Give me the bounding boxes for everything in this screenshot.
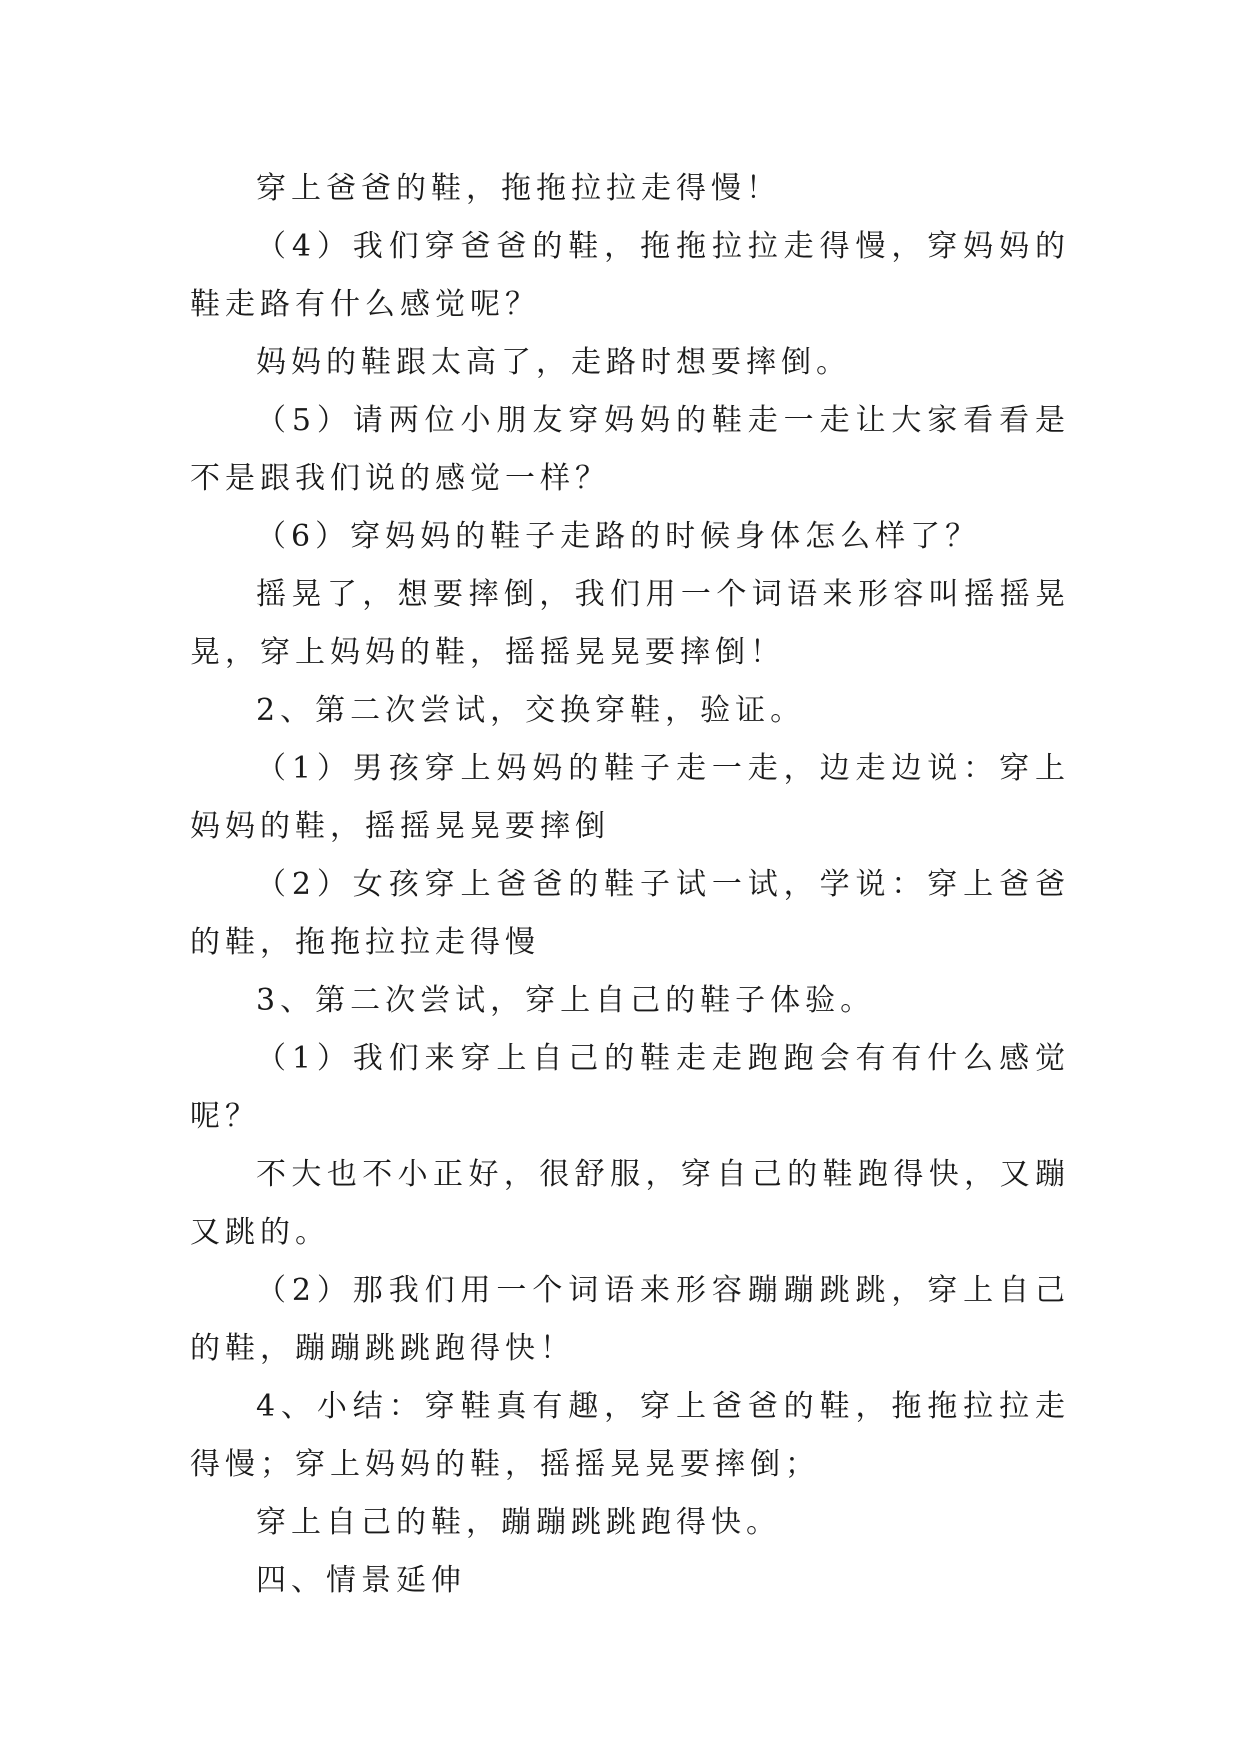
paragraph-10: 3、第二次尝试，穿上自己的鞋子体验。 bbox=[256, 983, 876, 1018]
paragraph-9: （2）女孩穿上爸爸的鞋子试一试，学说：穿上爸爸的鞋，拖拖拉拉走得慢 bbox=[190, 867, 1070, 960]
paragraph-15: 穿上自己的鞋，蹦蹦跳跳跑得快。 bbox=[256, 1505, 781, 1540]
paragraph-7: 2、第二次尝试，交换穿鞋，验证。 bbox=[256, 693, 806, 728]
paragraph-13: （2）那我们用一个词语来形容蹦蹦跳跳，穿上自己的鞋，蹦蹦跳跳跑得快！ bbox=[190, 1273, 1070, 1366]
paragraph-3: 妈妈的鞋跟太高了，走路时想要摔倒。 bbox=[256, 345, 851, 380]
paragraph-11: （1）我们来穿上自己的鞋走走跑跑会有有什么感觉呢？ bbox=[190, 1041, 1070, 1134]
paragraph-12: 不大也不小正好，很舒服，穿自己的鞋跑得快，又蹦又跳的。 bbox=[190, 1157, 1070, 1250]
paragraph-6: 摇晃了，想要摔倒，我们用一个词语来形容叫摇摇晃晃，穿上妈妈的鞋，摇摇晃晃要摔倒！ bbox=[190, 577, 1070, 670]
paragraph-2: （4）我们穿爸爸的鞋，拖拖拉拉走得慢，穿妈妈的鞋走路有什么感觉呢？ bbox=[190, 229, 1070, 322]
document-body bbox=[190, 160, 1070, 1610]
section-heading: 四、情景延伸 bbox=[256, 1563, 466, 1598]
paragraph-5: （6）穿妈妈的鞋子走路的时候身体怎么样了？ bbox=[256, 519, 981, 554]
paragraph-4: （5）请两位小朋友穿妈妈的鞋走一走让大家看看是不是跟我们说的感觉一样？ bbox=[190, 403, 1070, 496]
paragraph-14: 4、小结：穿鞋真有趣，穿上爸爸的鞋，拖拖拉拉走得慢；穿上妈妈的鞋，摇摇晃晃要摔倒； bbox=[190, 1389, 1070, 1482]
paragraph-8: （1）男孩穿上妈妈的鞋子走一走，边走边说：穿上妈妈的鞋，摇摇晃晃要摔倒 bbox=[190, 751, 1070, 844]
paragraph-1: 穿上爸爸的鞋，拖拖拉拉走得慢！ bbox=[256, 171, 781, 206]
